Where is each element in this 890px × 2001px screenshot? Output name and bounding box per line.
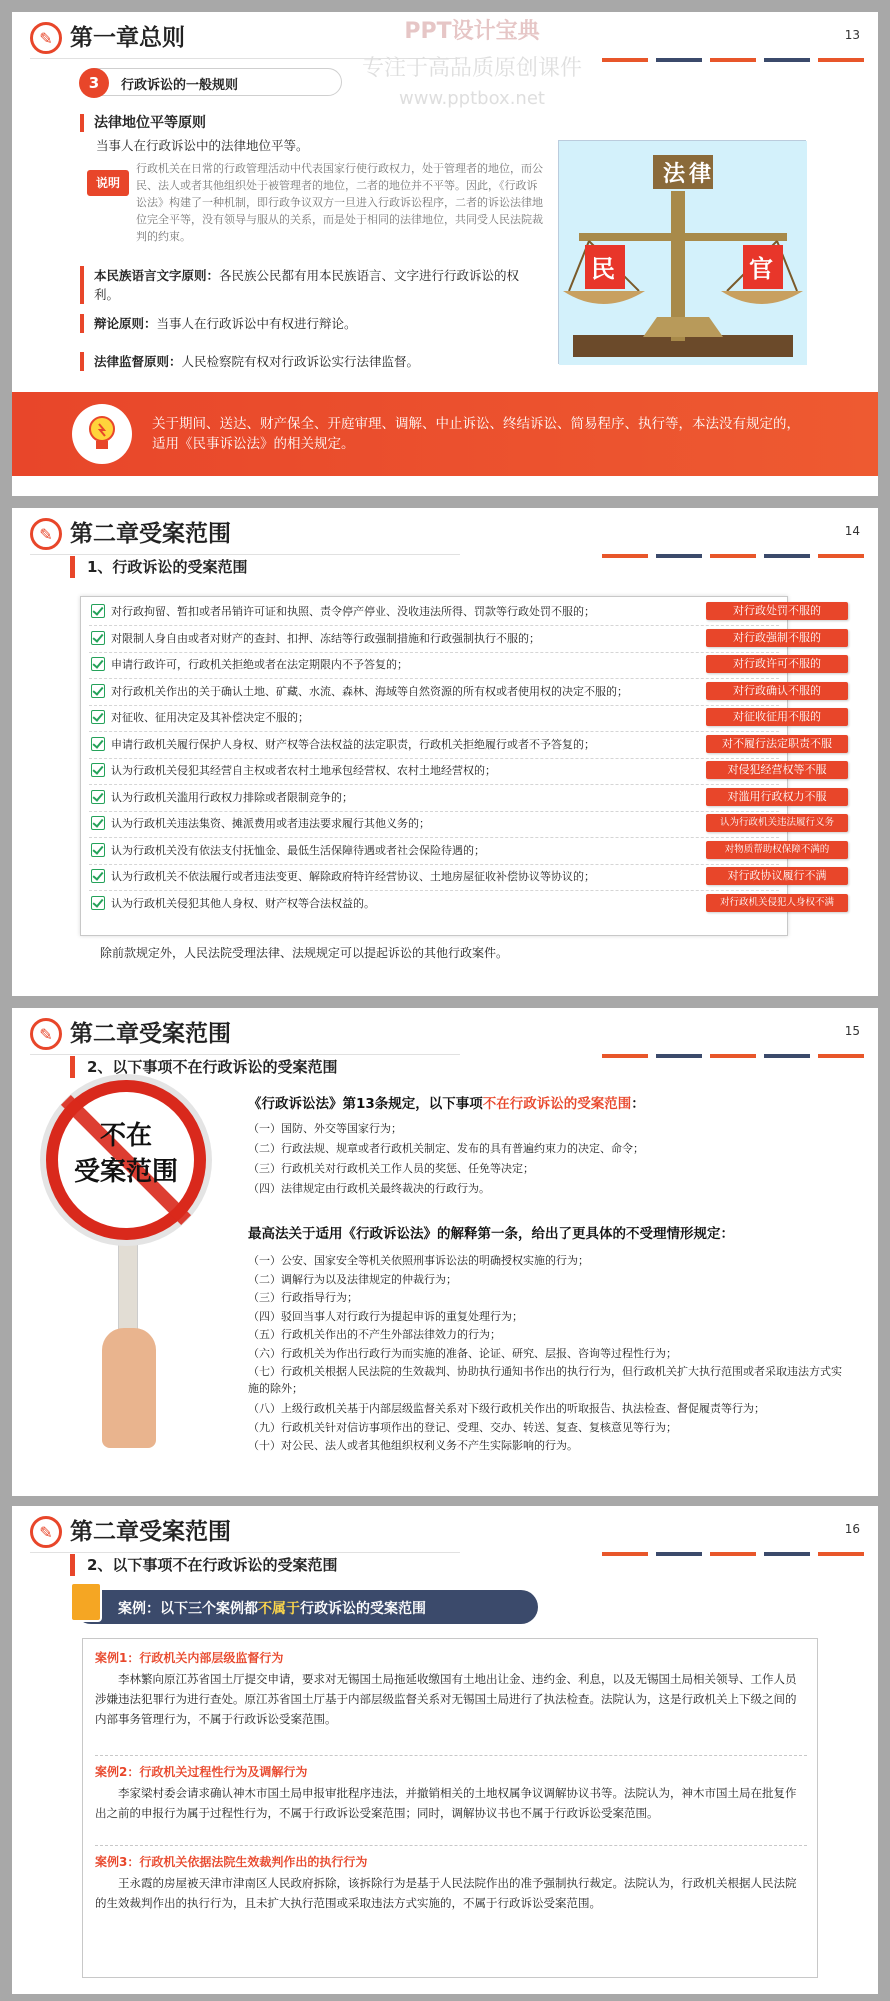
section-label: 行政诉讼的一般规则 <box>121 78 239 93</box>
law13-item: （一）国防、外交等国家行为； <box>248 1122 402 1135</box>
check-icon <box>91 737 105 751</box>
pencil-logo-icon: ✎ <box>30 22 62 54</box>
interp-item: （四）驳回当事人对行政行为提起申诉的重复处理行为； <box>248 1309 523 1323</box>
sub-heading: 2、以下事项不在行政诉讼的受案范围 <box>70 1056 337 1078</box>
page-number: 16 <box>844 1522 860 1536</box>
supervise-principle <box>80 352 419 371</box>
scope-item <box>91 630 691 648</box>
law13-item: （四）法律规定由行政机关最终裁决的行政行为。 <box>248 1182 490 1195</box>
check-icon <box>91 816 105 830</box>
row-divider <box>89 837 779 838</box>
header-stripes <box>602 1054 864 1058</box>
row-divider <box>89 758 779 759</box>
debate-principle <box>80 314 357 333</box>
interp-item: （八）上级行政机关基于内部层级监督关系对下级行政机关作出的听取报告、执法检查、督促履责等行为； <box>248 1402 765 1415</box>
row-divider <box>89 811 779 812</box>
language-principle <box>80 266 540 304</box>
scale-label-top-right: 律 <box>689 162 712 187</box>
scope-tag: 对征收征用不服的 <box>706 708 848 726</box>
law13-heading <box>248 1094 645 1114</box>
scope-list <box>80 596 788 936</box>
scope-item-text: 认为行政机关违法集资、摊派费用或者违法要求履行其他义务的； <box>111 817 430 830</box>
watermark-subtitle: 专注于高品质原创课件 <box>361 56 582 81</box>
law13-heading-post: ： <box>631 1096 645 1112</box>
scope-item <box>91 789 691 807</box>
note-band <box>12 392 878 476</box>
explain-text: 行政机关在日常的行政管理活动中代表国家行使行政权力，处于管理者的地位，而公民、法人或者其他组织处于被管理者的地位，二者的地位并不平等。因此，《行政诉讼法》构建了一种机制，即行政争议双方一旦进入行政诉讼程序，二者的诉讼法律地位完全平等，没有领导与服从的关系，而是处于相同的法律地位，共同受人民法院裁判的约束。 <box>136 162 543 243</box>
row-divider <box>89 705 779 706</box>
chapter-title: 第二章受案范围 <box>70 1519 231 1545</box>
scope-item-text: 认为行政机关没有依法支付抚恤金、最低生活保障待遇或者社会保险待遇的； <box>111 843 485 857</box>
scope-item-text: 对行政机关作出的关于确认土地、矿藏、水流、森林、海域等自然资源的所有权或者使用权的决定不服的； <box>111 684 628 698</box>
lightbulb-icon <box>72 404 132 464</box>
interp-item: （三）行政指导行为； <box>248 1291 358 1304</box>
explain-tag: 说明 <box>87 170 129 196</box>
scope-tag: 对行政确认不服的 <box>706 682 848 700</box>
equality-heading: 法律地位平等原则 <box>80 114 206 132</box>
header-divider <box>30 1054 460 1055</box>
page-number: 15 <box>844 1024 860 1038</box>
scope-item <box>91 709 691 727</box>
watermark-url: www.pptbox.net <box>399 88 545 109</box>
scope-item <box>91 656 691 674</box>
scope-item <box>91 683 691 701</box>
section-tab <box>80 68 342 96</box>
debate-heading: 辩论原则： <box>94 316 157 331</box>
supervise-text: 人民检察院有权对行政诉讼实行法律监督。 <box>181 354 420 369</box>
slide-15 <box>12 1008 878 1496</box>
scope-tag: 对行政许可不服的 <box>706 655 848 673</box>
header-divider <box>30 1552 460 1553</box>
language-text: 各民族公民都有用本民族语言、文字进行行政诉讼的权利。 <box>94 268 520 302</box>
interp-item: （一）公安、国家安全等机关依照刑事诉讼法的明确授权实施的行为； <box>248 1254 589 1267</box>
case-banner-post: 行政诉讼的受案范围 <box>300 1601 426 1617</box>
law13-heading-red: 不在行政诉讼的受案范围 <box>482 1096 632 1112</box>
scope-note: 除前款规定外，人民法院受理法律、法规规定可以提起诉讼的其他行政案件。 <box>100 946 509 960</box>
section-number: 3 <box>79 68 109 98</box>
supervise-heading: 法律监督原则： <box>94 354 182 369</box>
slide-16 <box>12 1506 878 1994</box>
scope-tag: 对行政协议履行不满 <box>706 867 848 885</box>
case-title: 案例3：行政机关依据法院生效裁判作出的执行行为 <box>95 1855 368 1869</box>
slide-14 <box>12 508 878 996</box>
hand-illustration <box>102 1328 156 1448</box>
header-divider <box>30 58 460 59</box>
scope-item <box>91 762 691 780</box>
case-banner-pre: 案例：以下三个案例都 <box>118 1601 258 1617</box>
case-body: 李林繁向原江苏省国土厅提交申请，要求对无锡国土局拖延收缴国有土地出让金、违约金、利息，以及无锡国土局相关领导、工作人员涉嫌违法犯罪行为进行查处。原江苏省国土厅基于内部层级监督关系对无锡国土局进行了执法检查。法院认为，这是行政机关上下级之间的内部事务管理行为，不属于行政诉讼受案范围。 <box>95 1672 797 1726</box>
interp-item: （五）行政机关作出的不产生外部法律效力的行为； <box>248 1328 501 1341</box>
watermark <box>342 14 602 109</box>
sub-heading: 1、行政诉讼的受案范围 <box>70 556 247 578</box>
sign-text-line1: 不在 <box>99 1121 152 1151</box>
interp-item: （九）行政机关针对信访事项作出的登记、受理、交办、转送、复查、复核意见等行为； <box>248 1420 677 1434</box>
interp-heading: 最高法关于适用《行政诉讼法》的解释第一条，给出了更具体的不受理情形规定： <box>248 1226 734 1242</box>
scope-item-text: 对行政拘留、暂扣或者吊销许可证和执照、责令停产停业、没收违法所得、罚款等行政处罚不服的； <box>111 605 595 618</box>
scale-label-pan-right: 官 <box>749 255 773 283</box>
scope-tag: 对行政强制不服的 <box>706 629 848 647</box>
scope-tag: 对不履行法定职责不服 <box>706 735 848 753</box>
row-divider <box>89 625 779 626</box>
interp-item: （七）行政机关根据人民法院的生效裁判、协助执行通知书作出的执行行为，但行政机关扩大执行范围或者采取违法方式实施的除外； <box>248 1365 842 1395</box>
row-divider <box>89 784 779 785</box>
scope-item <box>91 868 691 886</box>
chapter-title: 第一章总则 <box>70 25 185 51</box>
check-icon <box>91 843 105 857</box>
case-body: 王永霞的房屋被天津市津南区人民政府拆除，该拆除行为是基于人民法院作出的准予强制执行裁定。法院认为，行政机关根据人民法院的生效裁判作出的执行行为，且未扩大执行范围或采取违法方式实施的，不属于行政诉讼受案范围。 <box>95 1876 797 1910</box>
scope-tag: 认为行政机关违法履行义务 <box>706 814 848 832</box>
row-divider <box>89 652 779 653</box>
case-divider <box>95 1845 807 1846</box>
check-icon <box>91 710 105 724</box>
case-banner-highlight: 不属于 <box>258 1601 300 1617</box>
sign-text-line2: 受案范围 <box>73 1157 178 1187</box>
scope-item <box>91 815 691 833</box>
scope-tag: 对滥用行政权力不服 <box>706 788 848 806</box>
equality-text: 当事人在行政诉讼中的法律地位平等。 <box>96 138 309 153</box>
case-divider <box>95 1755 807 1756</box>
scale-label-top-left: 法 <box>663 162 686 187</box>
row-divider <box>89 864 779 865</box>
check-icon <box>91 657 105 671</box>
case-box <box>82 1638 818 1978</box>
interp-item: （二）调解行为以及法律规定的仲裁行为； <box>248 1272 457 1286</box>
scope-item-text: 申请行政许可，行政机关拒绝或者在法定期限内不予答复的； <box>111 658 408 671</box>
chapter-title: 第二章受案范围 <box>70 1021 231 1047</box>
row-divider <box>89 678 779 679</box>
scope-tag: 对行政处罚不服的 <box>706 602 848 620</box>
case-book-icon <box>70 1582 102 1622</box>
scope-item-text: 认为行政机关滥用行政权力排除或者限制竞争的； <box>111 790 353 804</box>
sub-heading: 2、以下事项不在行政诉讼的受案范围 <box>70 1554 337 1576</box>
scope-item-text: 对征收、征用决定及其补偿决定不服的； <box>111 711 309 724</box>
chapter-title: 第二章受案范围 <box>70 521 231 547</box>
slide-13 <box>12 12 878 496</box>
scope-item <box>91 895 691 913</box>
law13-item: （三）行政机关对行政机关工作人员的奖惩、任免等决定； <box>248 1162 534 1175</box>
scope-item-text: 认为行政机关侵犯其他人身权、财产权等合法权益的。 <box>111 896 375 910</box>
check-icon <box>91 631 105 645</box>
scope-item-text: 对限制人身自由或者对财产的查封、扣押、冻结等行政强制措施和行政强制执行不服的； <box>111 631 540 645</box>
scope-tag: 对物质帮助权保障不满的 <box>706 841 848 859</box>
law13-item: （二）行政法规、规章或者行政机关制定、发布的具有普遍约束力的决定、命令； <box>248 1142 644 1155</box>
header-stripes <box>602 58 864 62</box>
check-icon <box>91 790 105 804</box>
case-title: 案例1：行政机关内部层级监督行为 <box>95 1651 284 1665</box>
pencil-logo-icon: ✎ <box>30 518 62 550</box>
scope-item <box>91 603 691 621</box>
debate-text: 当事人在行政诉讼中有权进行辩论。 <box>156 316 357 331</box>
scope-item-text: 认为行政机关不依法履行或者违法变更、解除政府特许经营协议、土地房屋征收补偿协议等协议的； <box>111 870 595 883</box>
pencil-logo-icon: ✎ <box>30 1516 62 1548</box>
scope-item-text: 认为行政机关侵犯其经营自主权或者农村土地承包经营权、农村土地经营权的； <box>111 764 496 777</box>
case-title: 案例2：行政机关过程性行为及调解行为 <box>95 1765 308 1779</box>
scope-tag: 对侵犯经营权等不服 <box>706 761 848 779</box>
case-banner-text <box>118 1598 426 1618</box>
header-stripes <box>602 1552 864 1556</box>
check-icon <box>91 684 105 698</box>
scope-item-text: 申请行政机关履行保护人身权、财产权等合法权益的法定职责，行政机关拒绝履行或者不予答复的； <box>111 737 595 751</box>
language-heading: 本民族语言文字原则： <box>94 268 220 283</box>
pencil-logo-icon: ✎ <box>30 1018 62 1050</box>
scope-item <box>91 842 691 860</box>
interp-item: （十）对公民、法人或者其他组织权利义务不产生实际影响的行为。 <box>248 1439 578 1452</box>
row-divider <box>89 731 779 732</box>
page-number: 13 <box>844 28 860 42</box>
header-stripes <box>602 554 864 558</box>
page-number: 14 <box>844 524 860 538</box>
interp-item: （六）行政机关为作出行政行为而实施的准备、论证、研究、层报、咨询等过程性行为； <box>248 1346 677 1360</box>
case-body: 李家梁村委会请求确认神木市国土局申报审批程序违法，并撤销相关的土地权属争议调解协议书等。法院认为，神木市国土局在批复作出之前的申报行为属于过程性行为，不属于行政诉讼受案范围；同时，调解协议书也不属于行政诉讼受案范围。 <box>95 1786 797 1820</box>
case-banner <box>74 1590 538 1624</box>
check-icon <box>91 763 105 777</box>
watermark-logo: PPT设计宝典 <box>404 19 540 44</box>
check-icon <box>91 604 105 618</box>
scale-label-pan-left: 民 <box>591 255 615 283</box>
check-icon <box>91 896 105 910</box>
header-divider <box>30 554 460 555</box>
scope-tag: 对行政机关侵犯人身权不满 <box>706 894 848 912</box>
sign-text <box>58 1118 194 1190</box>
scope-item <box>91 736 691 754</box>
law13-heading-pre: 《行政诉讼法》第13条规定，以下事项 <box>248 1096 483 1112</box>
note-band-text: 关于期间、送达、财产保全、开庭审理、调解、中止诉讼、终结诉讼、简易程序、执行等，本法没有规定的，适用《民事诉讼法》的相关规定。 <box>152 416 800 452</box>
no-sign-icon <box>46 1080 206 1240</box>
check-icon <box>91 869 105 883</box>
row-divider <box>89 890 779 891</box>
scale-illustration <box>558 140 806 364</box>
